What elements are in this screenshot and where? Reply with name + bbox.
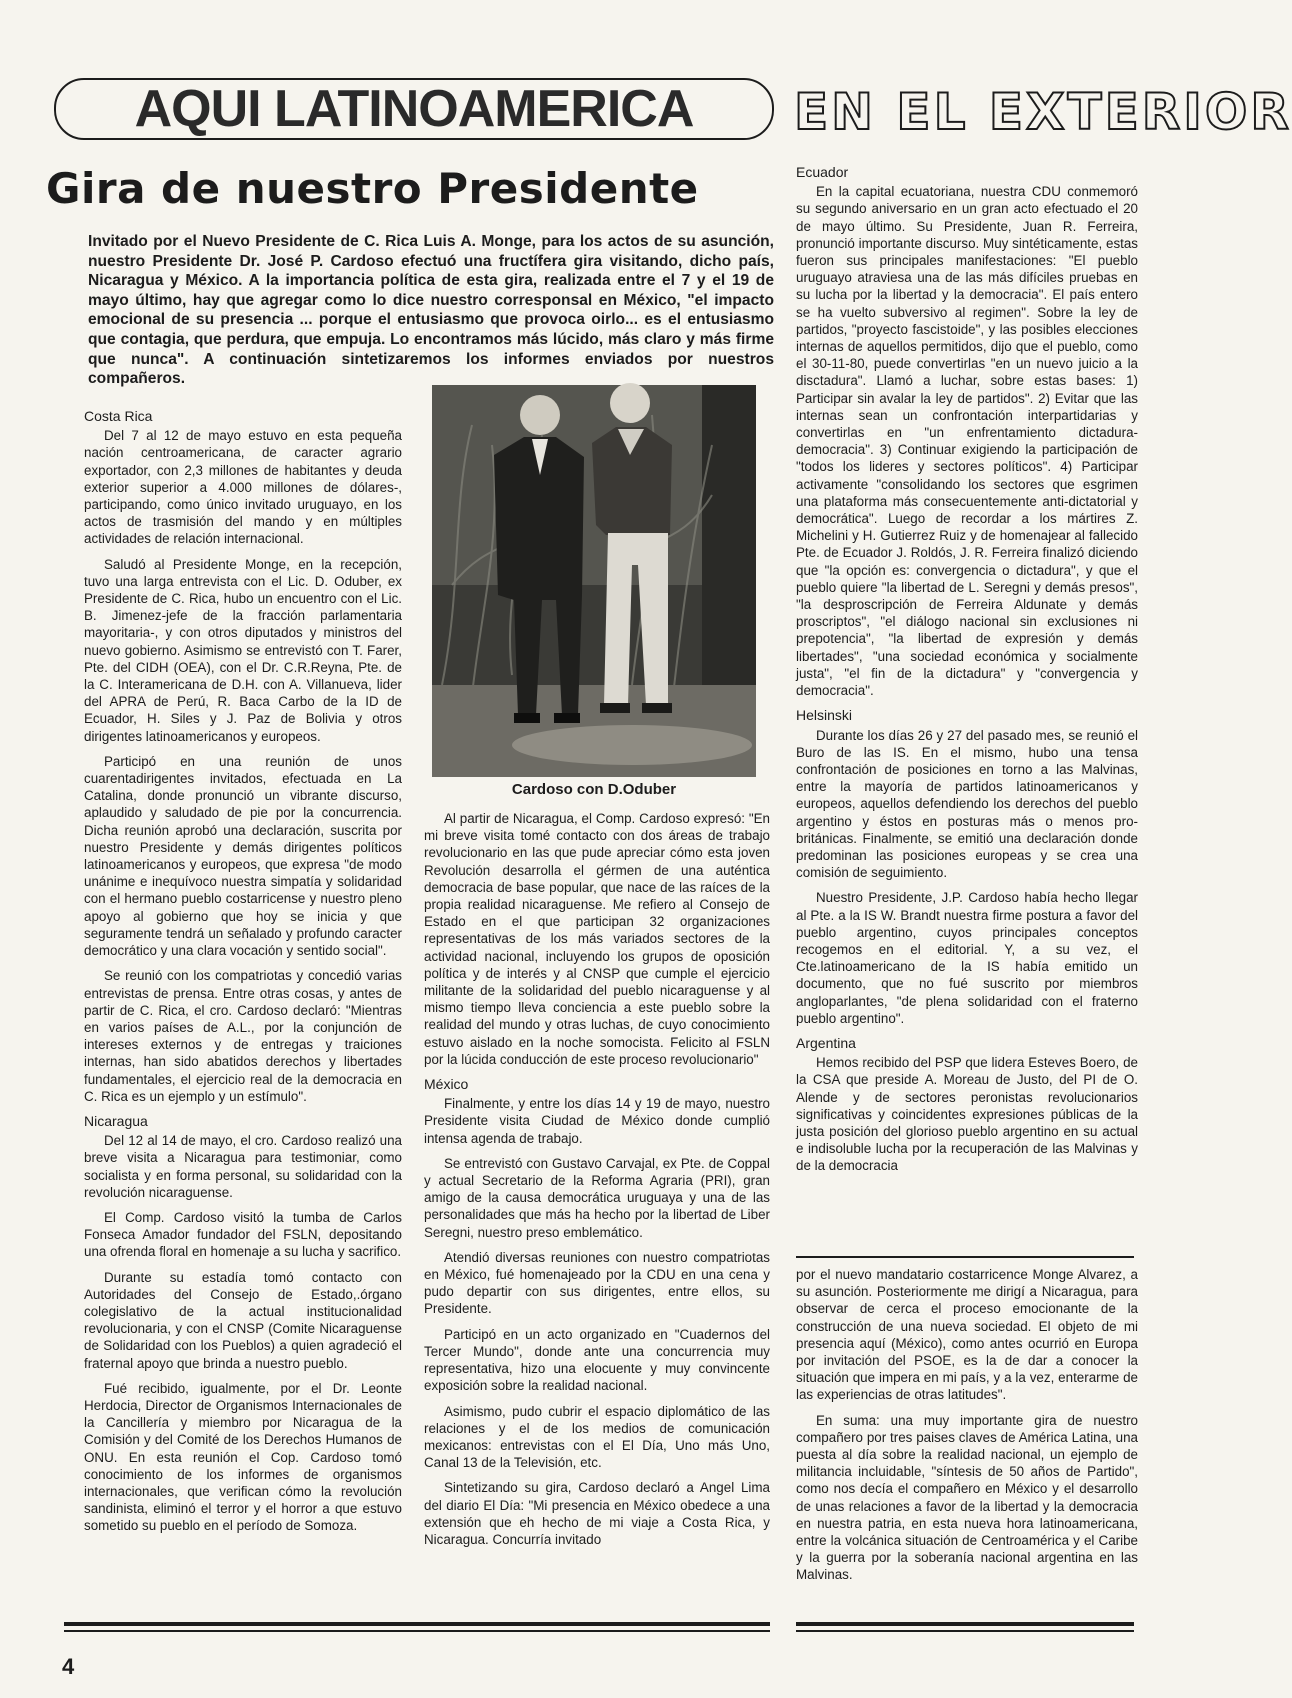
section-heading-nicaragua: Nicaragua [84, 1112, 148, 1129]
paragraph: Saludó al Presidente Monge, en la recepción, tuvo una larga entrevista con el Lic. D. Oduber, ex Presidente de C. Rica, hubo un encuentro con el Lic. B. Jimenez-jefe de la fracción parlamentaria mayoritaria-, y con otros diputados y ministros del nuevo gobierno. Asimismo se entrevistó con T. Farer, Pte. del CIDH (OEA), con el Dr. C.R.Reyna, Pte. de la C. Interamericana de D.H. con A. Villanueva, lider del APRA de Perú, R. Baca Carbo de la ID de Ecuador, H. Siles y J. Paz de Bolivia y otros dirigentes latinoamericanos y europeos. [84, 556, 402, 744]
paragraph: Del 12 al 14 de mayo, el cro. Cardoso realizó una breve visita a Nicaragua para testimoniar, como socialista y en forma personal, su solidaridad con la revolución nicaraguense. [84, 1133, 402, 1200]
paragraph: Finalmente, y entre los días 14 y 19 de mayo, nuestro Presidente visita Ciudad de México donde cumplió intensa agenda de trabajo. [424, 1096, 770, 1146]
bottom-rule-right [796, 1622, 1134, 1626]
bottom-rule-right-thin [796, 1630, 1134, 1632]
paragraph: Asimismo, pudo cubrir el espacio diplomático de las relaciones y el de los medios de comunicación mexicanos: entrevistas con el El Día, Uno más Uno, Canal 13 de la Televisión, etc. [424, 1403, 770, 1471]
article-photo [432, 385, 756, 777]
photo-two-men-image [432, 385, 756, 777]
page-number: 4 [62, 1654, 75, 1679]
photo-caption: Cardoso con D.Oduber [511, 781, 677, 798]
column-left [84, 408, 402, 1543]
paragraph: Al partir de Nicaragua, el Comp. Cardoso expresó: "En mi breve visita tomé contacto con dos áreas de trabajo revolucionario en las que pude apreciar cómo esta joven Revolución desarrolla el gérmen de una auténtica democracia de base popular, que nace de las raíces de la propia realidad nicaraguense. Me refiero al Consejo de Estado en el que participan 32 organizaciones representativas de los más variados sectores de la actividad nacional, incluyendo los grupos de oposición política y de interés y al CNSP que cumple el ejercicio militante de la solidaridad del pueblo nicaraguense y al mismo tiempo lleva conciencia a este pueblo sobre la realidad del mundo y otras luchas, de cuyo conocimiento estuvo aislado en la noche somocista. Felicito al FSLN por la lúcida conducción de este proceso revolucionario" [424, 811, 770, 1067]
section-title-right: EN EL EXTERIOR [794, 83, 1292, 141]
bottom-rule-left-thin [64, 1630, 770, 1632]
column-right-continued [796, 1266, 1138, 1592]
paragraph: Del 7 al 12 de mayo estuvo en esta pequeña nación centroamericana, de caracter agrario exportador, con 2,3 millones de habitantes y deuda exterior superior a 4.000 millones de dólares-, participando, como único invitado uruguayo, en los actos de trasmisión del mando y en múltiples actividades de relación internacional. [84, 428, 402, 547]
section-heading-ecuador: Ecuador [796, 164, 849, 180]
paragraph: por el nuevo mandatario costarricence Monge Alvarez, a su asunción. Posteriormente me dirigí a Nicaragua, para observar de cerca el proceso emocionante de la construcción de una nueva sociedad. El objeto de mi presencia aquí (México), como antes ocurrió en Europa por invitación del PSOE, es la de dar a conocer la situación que impera en mi país, y a la vez, enterarme de las experiencias de otras latitudes". [796, 1267, 1138, 1403]
paragraph: Se reunió con los compatriotas y concedió varias entrevistas de prensa. Entre otras cosas, y antes de partir de C. Rica, el cro. Cardoso declaró: "Mientras en varios países de A.L., por la conjunción de intereses externos y de entregas y traiciones internas, han sido abatidos derechos y libertades fundamentales, el ejercicio real de la democracia en C. Rica es un ejemplo y un estímulo". [84, 968, 402, 1104]
paragraph: En la capital ecuatoriana, nuestra CDU conmemoró su segundo aniversario en un gran acto efectuado el 20 de mayo último. Su Presidente, Juan R. Ferreira, pronunció importante discurso. Muy sintéticamente, estas fueron sus principales manifestaciones: "El pueblo uruguayo atraviesa una de las más difíciles pruebas en su lucha por la libertad y la democracia". El país entero se ha vuelto subversivo al regimen". Sobre la ley de partidos, "proyecto fascistoide", y las posibles elecciones internas de aquellos permitidos, dijo que el pueblo, como el 30-11-80, puede convertirlas "en un nuevo juicio a la disctadura". Llamó a luchar, sobre estas bases: 1) Participar sin avalar la ley de partidos". 2) Evitar que las internas sean un confrontación interpartidarias y convertirlas en "un enfrentamiento dictadura-democracia". 3) Continuar exigiendo la participación de "todos los lideres y sectores políticos". 4) Participar activamente "consolidando los sectores que esgrimen una plataforma más consecuentemente anti-dictatorial y democrática". Luego de recordar a los mártires Z. Michelini y H. Gutierrez Ruiz y de homenajear al fallecido Pte. de Ecuador J. Roldós, J. R. Ferreira finalizó diciendo que "la opción es: convergencia o dictadura", y que el pueblo quiere "la libertad de L. Seregni y demás presos", "la desproscripción de Ferreira Aldunate y demás proscriptos", "el diálogo nacional sin exclusiones ni prepotencia", "la libertad de expresión y demás libertades", "una sociedad económica y socialmente justa", "el fin de la dictadura" y "convergencia y democracia". [796, 184, 1138, 699]
paragraph: En suma: una muy importante gira de nuestro compañero por tres paises claves de América Latina, una puesta al día sobre la realidad nacional, un ejemplo de militancia incluidable, "síntesis de 50 años de Partido", como nos decía el compañero en México y el desarrollo de unas relaciones a favor de la libertad y la democracia en nuestra patria, en esta nueva hora latinoamericana, entre la volcánica situación de Centroamérica y el Caribe y la guerra por la soberanía nacional argentina en las Malvinas. [796, 1412, 1138, 1583]
section-heading-costa-rica: Costa Rica [84, 408, 153, 424]
section-banner [54, 78, 774, 140]
paragraph: El Comp. Cardoso visitó la tumba de Carlos Fonseca Amador fundador del FSLN, depositando una ofrenda floral en homenaje a su lucha y sacrifico. [84, 1209, 402, 1260]
paragraph: Sintetizando su gira, Cardoso declaró a Angel Lima del diario El Día: "Mi presencia en México obedece a una extensión que eh hecho de mi viaje a Costa Rica, y Nicaragua. Concurría invitado [424, 1480, 770, 1547]
column-right [796, 164, 1138, 1183]
article-lead: Invitado por el Nuevo Presidente de C. Rica Luis A. Monge, para los actos de su asunción, nuestro Presidente Dr. José P. Cardoso efectuó una fructífera gira visitando, dicho país, Nicaragua y México. A la importancia política de esta gira, realizada entre el 7 y el 19 de mayo último, hay que agregar como lo dice nuestro corresponsal en México, "el impacto emocional de su presencia ... porque el entusiasmo que provoca oirlo... es el entusiasmo que contagia, que perdura, que empuja. Lo encontramos más lúcido, más claro y más firme que nunca". A continuación sintetizaremos los informes enviados por nuestros compañeros. [88, 233, 774, 388]
paragraph: Atendió diversas reuniones con nuestro compatriotas en México, fué homenajeado por la CDU en una cena y pudo departir con sus dirigentes, entre ellos, su Presidente. [424, 1249, 770, 1317]
section-heading-argentina: Argentina [796, 1034, 856, 1051]
paragraph: Durante su estadía tomó contacto con Autoridades del Consejo de Estado,.órgano colegislativo de la actual institucionalidad revolucionaria, y con el CNSP (Comite Nicaraguense de Solidaridad con los Pueblos) a quien agradeció el fraternal apoyo que brinda a nuestro pueblo. [84, 1269, 402, 1371]
section-heading-mexico: México [424, 1076, 469, 1093]
paragraph: Hemos recibido del PSP que lidera Esteves Boero, de la CSA que preside A. Moreau de Justo, del PI de O. Alende y de sectores peronistas revolucionarios significativas y coincidentes expresiones públicas de la justa posición del glorioso pueblo argentino en su actual e indisoluble lucha por la recuperación de las Malvinas y de la democracia [796, 1055, 1138, 1174]
paragraph: Participó en un acto organizado en "Cuadernos del Tercer Mundo", donde ante una concurrencia muy representativa, hizo una elocuente y muy convincente exposición sobre la realidad nacional. [424, 1326, 770, 1394]
bottom-rule-left [64, 1622, 770, 1626]
paragraph: Participó en una reunión de unos cuarentadirigentes invitados, efectuada en La Catalina, donde pronunció un vibrante discurso, aplaudido y saludado de pie por la concurrencia. Dicha reunión aprobó una declaración, suscrita por nuestro Presidente y demás dirigentes políticos latinoamericanos y europeos, que expresa "de modo unánime e inequívoco nuestra simpatía y solidaridad con el hermano pueblo costarricense y nuestro pleno apoyo al gobierno que hoy se inicia y que seguramente tendrá un señalado y profundo caracter democrático y una clara vocación y sentido social". [84, 753, 402, 959]
column-middle [424, 810, 770, 1556]
paragraph: Nuestro Presidente, J.P. Cardoso había hecho llegar al Pte. a la IS W. Brandt nuestra firme postura a favor del pueblo argentino, cuyos principales conceptos recogemos en el editorial. Y, a su vez, el Cte.latinoamericano de la IS había emitido un documento, que no fué suscrito por miembros angloparlantes, "de plena solidaridad con el fraterno pueblo argentino". [796, 890, 1138, 1026]
column-divider [796, 1256, 1134, 1258]
paragraph: Durante los días 26 y 27 del pasado mes, se reunió el Buro de las IS. En el mismo, hubo una tensa confrontación de posiciones en torno a las Malvinas, entre la mayoría de partidos latinoamericanos y europeos, aquellos defendiendo los derechos del pueblo argentino y éstos en posturas más o menos pro-británicas. Finalmente, se emitió una declaración donde predominan las posiciones europeas y se crea una comisión de seguimiento. [796, 727, 1138, 881]
paragraph: Fué recibido, igualmente, por el Dr. Leonte Herdocia, Director de Organismos Internacionales de la Cancillería y miembro por Nicaragua de la Comisión y del Comité de los Derechos Humanos de ONU. En esta reunión el Cop. Cardoso tomó conocimiento de los informes de organismos internacionales, que verifican cómo la revolución sandinista, eliminó el terror y el horror a que estuvo sometido su pueblo en el período de Somoza. [84, 1380, 402, 1534]
paragraph: Se entrevistó con Gustavo Carvajal, ex Pte. de Coppal y actual Secretario de la Reforma Agraria (PRI), gran amigo de la causa democrática uruguaya y una de las personalidades que más ha hecho por la libertad de Liber Seregni, nuestro preso emblemático. [424, 1155, 770, 1240]
section-heading-helsinski: Helsinski [796, 707, 853, 724]
section-banner-text: AQUI LATINOAMERICA [134, 80, 694, 138]
article-headline: Gira de nuestro Presidente [46, 164, 699, 213]
